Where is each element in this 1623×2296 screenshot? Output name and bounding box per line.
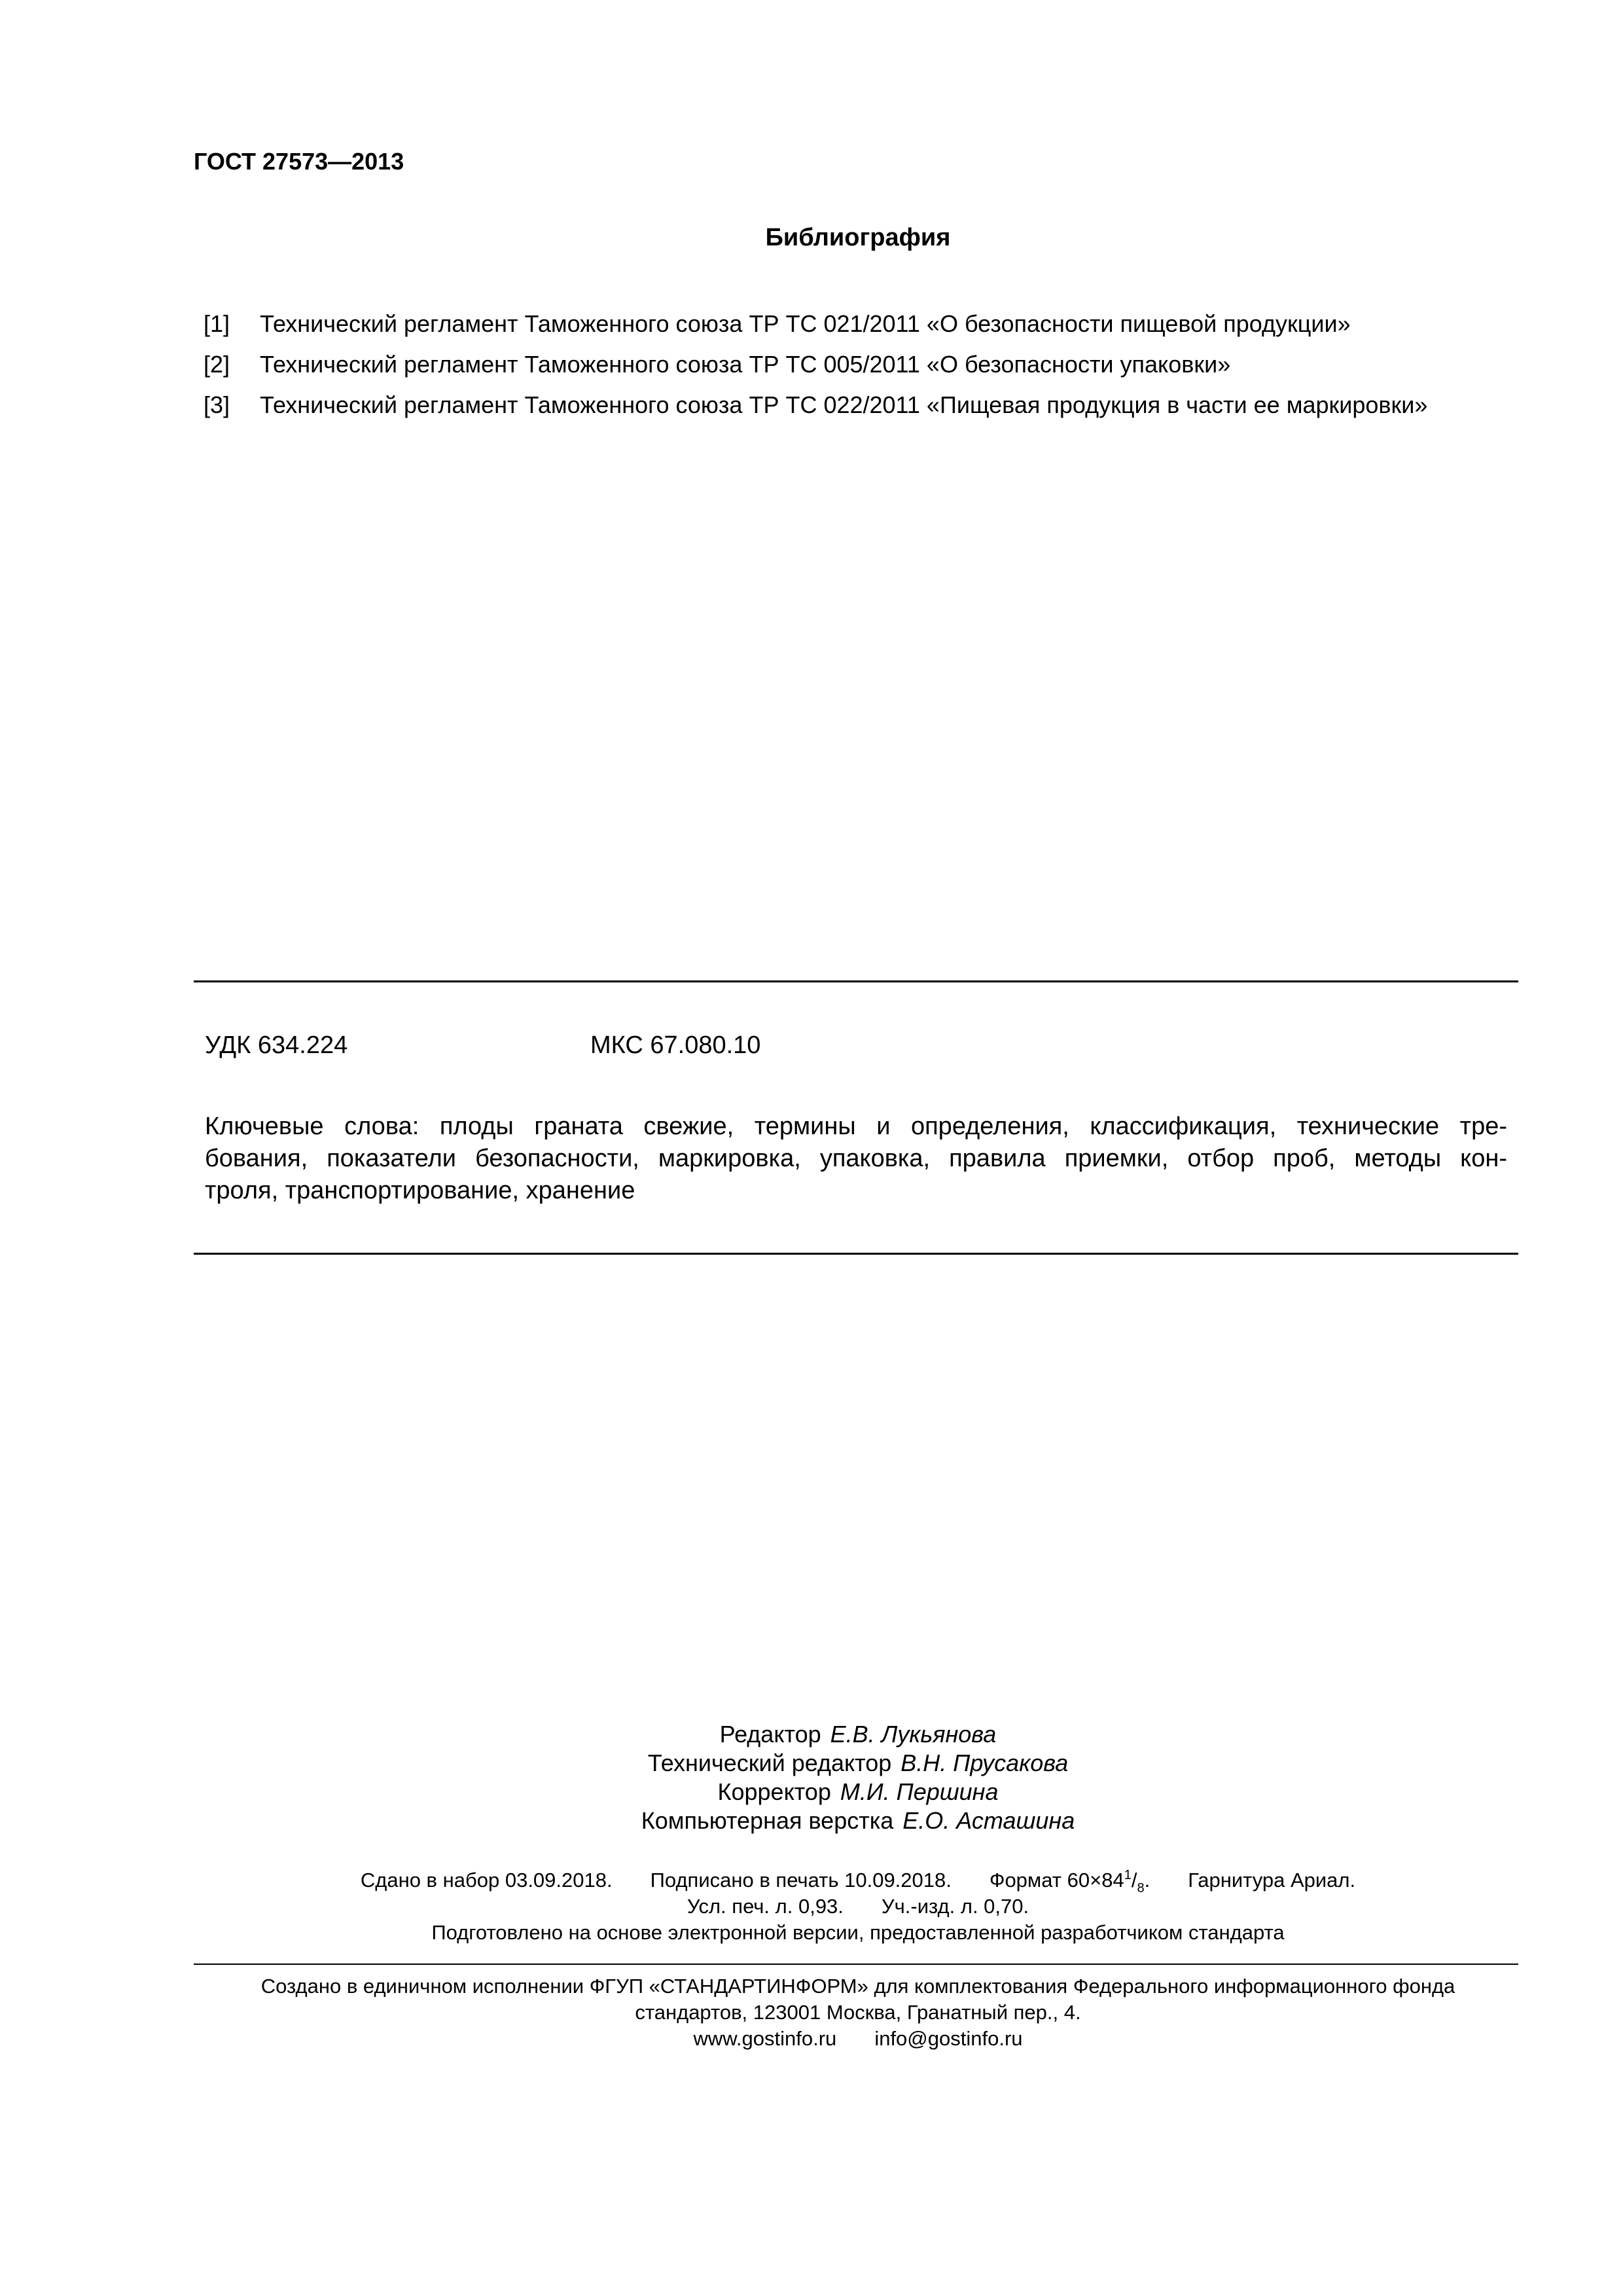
paper-format-suffix: . bbox=[1144, 1869, 1150, 1892]
bibliography-item-number: [2] bbox=[204, 351, 230, 378]
paper-format: Формат $60\times 84^1/_8$. bbox=[989, 1868, 1150, 1895]
bibliography-item bbox=[204, 392, 1512, 418]
credit-proofreader bbox=[0, 1778, 1623, 1806]
bibliography-title: Библиография bbox=[765, 224, 951, 251]
bibliography-item bbox=[204, 351, 1512, 378]
credit-layout bbox=[0, 1806, 1623, 1835]
submitted-date: Сдано в набор 03.09.2018. bbox=[360, 1869, 613, 1892]
bibliography-list bbox=[204, 311, 1512, 433]
paper-format-text: Формат 60×84 bbox=[989, 1869, 1124, 1892]
keywords-line: троля, транспортирование, хранение bbox=[205, 1177, 635, 1204]
bibliography-item-number: [1] bbox=[204, 310, 230, 337]
keywords-line: бования, показатели безопасности, маркировка, упаковка, правила приемки, отбор проб, методы кон- bbox=[205, 1145, 1507, 1172]
prepared-note: Подготовлено на основе электронной версии, предоставленной разработчиком стандарта bbox=[431, 1921, 1285, 1944]
credit-name: М.И. Першина bbox=[840, 1778, 999, 1805]
bibliography-item-text: Технический регламент Таможенного союза ТР ТС 021/2011 «О безопасности пищевой продукции» bbox=[260, 310, 1351, 337]
credit-role: Корректор bbox=[717, 1778, 831, 1805]
keywords-line: Ключевые слова: плоды граната свежие, термины и определения, классификация, технические тре- bbox=[205, 1113, 1507, 1140]
keywords-block bbox=[205, 1111, 1507, 1207]
credit-editor bbox=[0, 1720, 1623, 1749]
format-numerator: 1 bbox=[1124, 1868, 1132, 1882]
format-denominator: 8 bbox=[1137, 1881, 1145, 1895]
typeface: Гарнитура Ариал. bbox=[1188, 1869, 1356, 1892]
credit-technical-editor bbox=[0, 1749, 1623, 1778]
bibliography-item-text: Технический регламент Таможенного союза ТР ТС 022/2011 «Пищевая продукция в части ее маркировки» bbox=[260, 391, 1428, 418]
credit-name: Е.В. Лукьянова bbox=[830, 1721, 997, 1748]
credit-name: Е.О. Асташина bbox=[902, 1807, 1075, 1834]
print-info-line bbox=[0, 1867, 1623, 1893]
credit-role: Технический редактор bbox=[647, 1749, 892, 1776]
credit-role: Компьютерная верстка bbox=[641, 1807, 894, 1834]
mks-code: МКС 67.080.10 bbox=[590, 1031, 761, 1059]
bibliography-item bbox=[204, 311, 1512, 337]
signed-date: Подписано в печать 10.09.2018. bbox=[650, 1869, 952, 1892]
udk-code: УДК 634.224 bbox=[205, 1031, 348, 1059]
publisher-sheets: Уч.-изд. л. 0,70. bbox=[881, 1895, 1029, 1918]
bibliography-item-number: [3] bbox=[204, 391, 230, 418]
credit-name: В.Н. Прусакова bbox=[901, 1749, 1069, 1776]
publisher-footer bbox=[0, 1973, 1623, 2052]
divider-top bbox=[194, 980, 1518, 982]
print-sheets: Усл. печ. л. 0,93. bbox=[687, 1895, 844, 1918]
footer-contacts bbox=[0, 2026, 1623, 2052]
credits-block bbox=[0, 1720, 1623, 1835]
print-info-line bbox=[0, 1893, 1623, 1920]
credit-role: Редактор bbox=[719, 1721, 821, 1748]
footer-line: Создано в единичном исполнении ФГУП «СТАНДАРТИНФОРМ» для комплектования Федерального информационного фонда bbox=[260, 1975, 1455, 1998]
divider-bottom bbox=[194, 1964, 1518, 1965]
bibliography-item-text: Технический регламент Таможенного союза ТР ТС 005/2011 «О безопасности упаковки» bbox=[260, 351, 1231, 378]
print-info-block bbox=[0, 1867, 1623, 1946]
footer-line: стандартов, 123001 Москва, Гранатный пер., 4. bbox=[635, 2001, 1081, 2024]
divider-middle bbox=[194, 1253, 1518, 1255]
email-link[interactable]: info@gostinfo.ru bbox=[874, 2027, 1023, 2050]
website-link[interactable]: www.gostinfo.ru bbox=[693, 2027, 837, 2050]
document-number: ГОСТ 27573—2013 bbox=[194, 148, 404, 175]
